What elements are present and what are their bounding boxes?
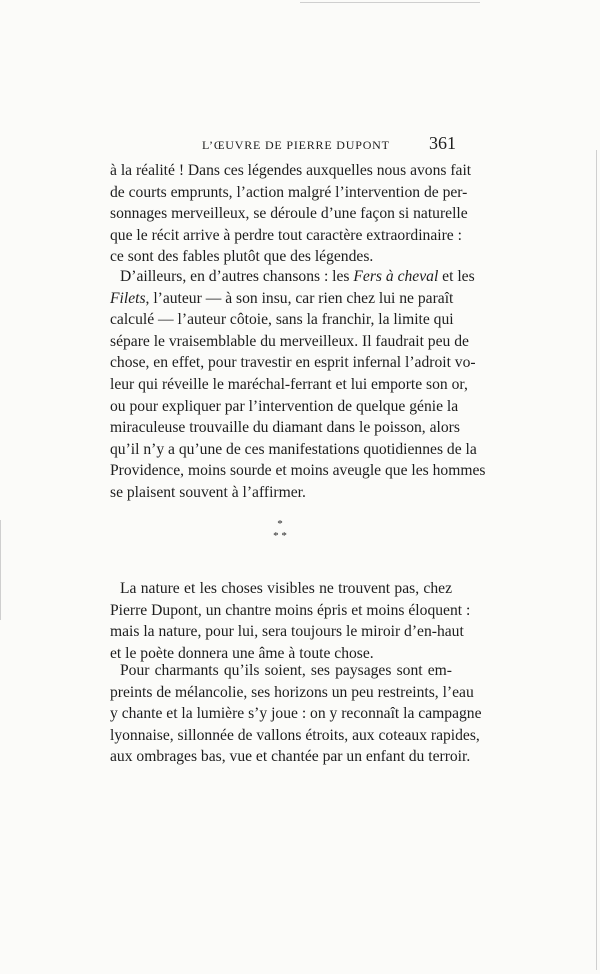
asterism-bottom: * * — [273, 530, 287, 542]
text-line — [110, 266, 475, 288]
text-line: sonnages merveilleux, se déroule d’une façon si naturelle — [110, 205, 468, 223]
text-line: sépare le vraisemblable du merveilleux. Il faudrait peu de — [110, 332, 469, 350]
text-line: y chante et la lumière s’y joue : on y reconnaît la campagne — [110, 705, 482, 723]
paragraph-4 — [110, 660, 482, 768]
running-title: L’ŒUVRE DE PIERRE DUPONT — [202, 138, 390, 152]
text-line: que le récit arrive à perdre tout caractère extraordinaire : — [110, 226, 462, 244]
scan-top-line — [300, 2, 480, 3]
text-line: calculé — l’auteur côtoie, sans la franchir, la limite qui — [110, 311, 454, 329]
paragraph-1 — [110, 160, 472, 268]
text-line: et le poète donnera une âme à toute chose. — [110, 644, 374, 662]
text-line: aux ombrages bas, vue et chantée par un enfant du terroir. — [110, 748, 471, 766]
section-asterism — [265, 518, 295, 542]
text-line: Filets, l’auteur — à son insu, car rien chez lui ne paraît — [110, 289, 454, 307]
text-line: qu’il n’y a qu’une de ces manifestations quotidiennes de la — [110, 440, 477, 458]
text-line: ce sont des fables plutôt que des légendes. — [110, 248, 374, 266]
text-line: Providence, moins sourde et moins aveugle que les hommes — [110, 462, 486, 480]
text-line: La nature et les choses visibles ne trouvent pas, chez — [120, 580, 452, 597]
text-line: miraculeuse trouvaille du diamant dans le poisson, alors — [110, 419, 460, 437]
text-line: lyonnaise, sillonnée de vallons étroits, aux coteaux rapides, — [110, 726, 480, 744]
text-line: à la réalité ! Dans ces légendes auxquelles nous avons fait — [110, 162, 472, 179]
text-line: leur qui réveille le maréchal-ferrant et lui emporte son or, — [110, 375, 468, 393]
text-line: de courts emprunts, l’action malgré l’intervention de per- — [110, 183, 468, 201]
paragraph-3 — [110, 578, 471, 664]
text-line: preints de mélancolie, ses horizons un peu restreints, l’eau — [110, 683, 474, 701]
scan-edge-line — [0, 520, 1, 620]
page-header — [110, 133, 456, 155]
text-line: Pour charmants qu’ils soient, ses paysages sont em- — [120, 662, 452, 679]
text-line: se plaisent souvent à l’affirmer. — [110, 483, 306, 501]
scan-edge-line — [596, 150, 597, 970]
paragraph-2 — [110, 266, 486, 504]
asterism-top: * — [277, 518, 283, 530]
text-line: Pierre Dupont, un chantre moins épris et moins éloquent : — [110, 601, 471, 619]
text-line: mais la nature, pour lui, sera toujours le miroir d’en-haut — [110, 623, 464, 641]
text-line: ou pour expliquer par l’intervention de quelque génie la — [110, 397, 459, 415]
text-line-content: D’ailleurs, en d’autres chansons : les Fers à cheval et les — [120, 268, 475, 285]
page-number: 361 — [429, 133, 456, 153]
text-line: chose, en effet, pour travestir en esprit infernal l’adroit vo- — [110, 354, 476, 372]
